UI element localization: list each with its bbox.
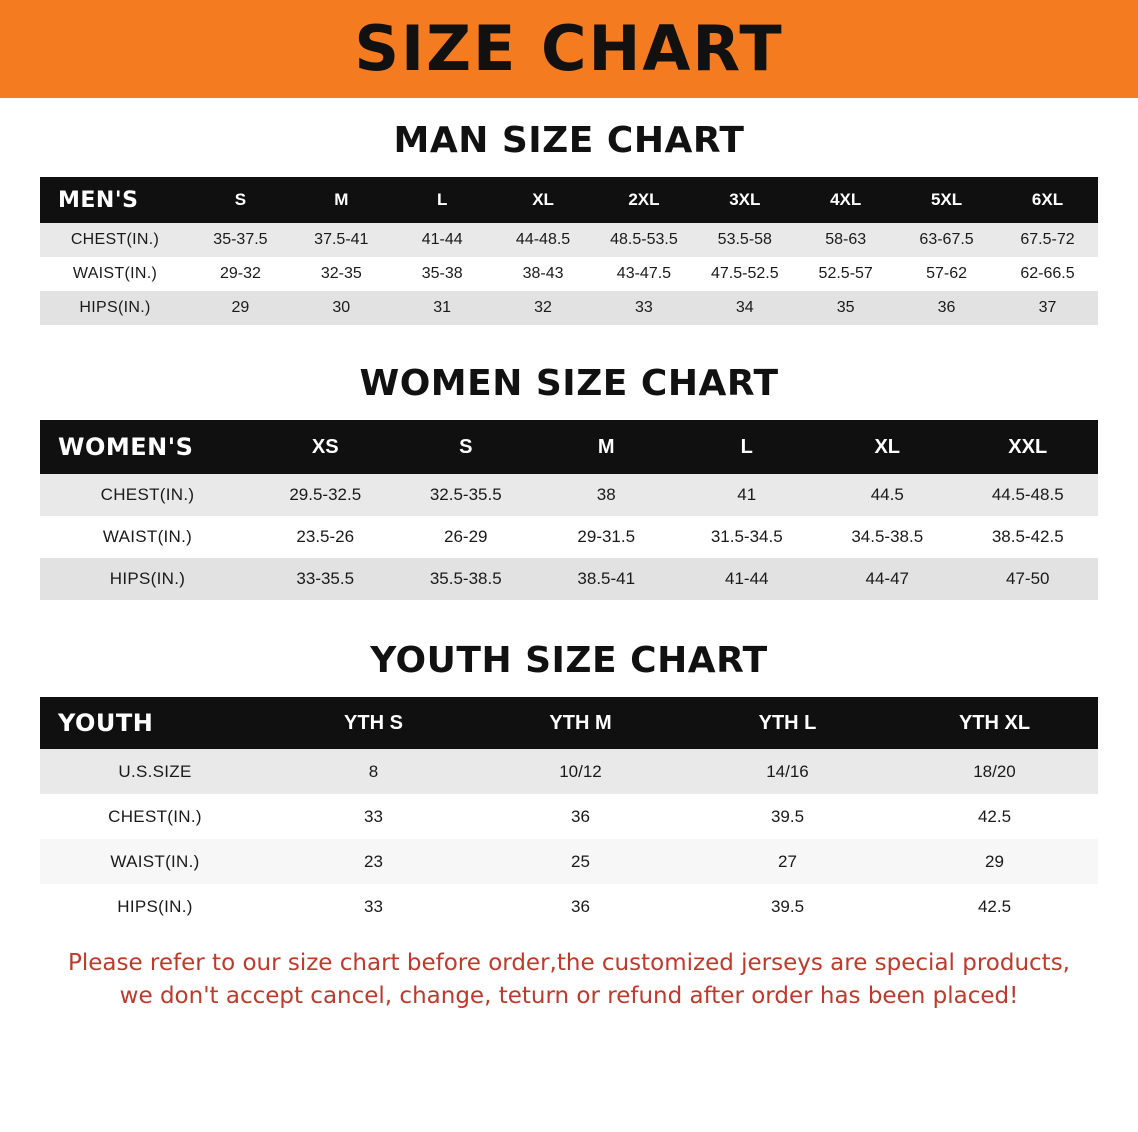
women-cell-1-0: 23.5-26	[255, 516, 396, 558]
women-col-3: L	[677, 420, 818, 474]
youth-cell-2-0: 23	[270, 839, 477, 884]
youth-col-2: YTH L	[684, 697, 891, 749]
youth-cell-3-1: 36	[477, 884, 684, 929]
men-cell-2-5: 34	[694, 291, 795, 325]
women-corner-label: WOMEN'S	[40, 420, 255, 474]
men-col-4: 2XL	[594, 177, 695, 223]
men-col-7: 5XL	[896, 177, 997, 223]
men-cell-1-2: 35-38	[392, 257, 493, 291]
youth-col-3: YTH XL	[891, 697, 1098, 749]
men-cell-0-7: 63-67.5	[896, 223, 997, 257]
men-row-1-label: WAIST(IN.)	[40, 257, 190, 291]
women-cell-0-4: 44.5	[817, 474, 958, 516]
youth-cell-0-3: 18/20	[891, 749, 1098, 794]
men-cell-1-5: 47.5-52.5	[694, 257, 795, 291]
women-col-2: M	[536, 420, 677, 474]
men-col-2: L	[392, 177, 493, 223]
women-cell-2-5: 47-50	[958, 558, 1099, 600]
women-cell-0-2: 38	[536, 474, 677, 516]
table-row	[40, 794, 1098, 839]
men-cell-1-3: 38-43	[493, 257, 594, 291]
youth-cell-0-2: 14/16	[684, 749, 891, 794]
women-col-1: S	[396, 420, 537, 474]
youth-cell-3-0: 33	[270, 884, 477, 929]
table-row	[40, 839, 1098, 884]
men-cell-0-8: 67.5-72	[997, 223, 1098, 257]
men-cell-1-4: 43-47.5	[594, 257, 695, 291]
youth-cell-1-2: 39.5	[684, 794, 891, 839]
youth-cell-1-1: 36	[477, 794, 684, 839]
youth-row-3-label: HIPS(IN.)	[40, 884, 270, 929]
footer-note-line-1: Please refer to our size chart before order,the customized jerseys are special products,	[67, 950, 1070, 976]
youth-cell-0-1: 10/12	[477, 749, 684, 794]
men-cell-0-0: 35-37.5	[190, 223, 291, 257]
women-size-table	[40, 420, 1098, 600]
women-cell-2-4: 44-47	[817, 558, 958, 600]
men-col-3: XL	[493, 177, 594, 223]
women-cell-2-0: 33-35.5	[255, 558, 396, 600]
women-col-0: XS	[255, 420, 396, 474]
youth-col-1: YTH M	[477, 697, 684, 749]
youth-cell-2-1: 25	[477, 839, 684, 884]
youth-corner-label: YOUTH	[40, 697, 270, 749]
men-corner-label: MEN'S	[40, 177, 190, 223]
women-cell-0-1: 32.5-35.5	[396, 474, 537, 516]
table-row	[40, 884, 1098, 929]
men-cell-0-3: 44-48.5	[493, 223, 594, 257]
man-size-table	[40, 177, 1098, 325]
men-cell-0-1: 37.5-41	[291, 223, 392, 257]
women-row-1-label: WAIST(IN.)	[40, 516, 255, 558]
women-cell-2-2: 38.5-41	[536, 558, 677, 600]
footer-note	[39, 947, 1099, 1014]
men-cell-1-8: 62-66.5	[997, 257, 1098, 291]
table-header-row	[40, 420, 1098, 474]
youth-cell-0-0: 8	[270, 749, 477, 794]
men-cell-1-6: 52.5-57	[795, 257, 896, 291]
men-cell-2-0: 29	[190, 291, 291, 325]
men-cell-1-7: 57-62	[896, 257, 997, 291]
women-cell-2-3: 41-44	[677, 558, 818, 600]
page-title: SIZE CHART	[354, 12, 784, 85]
youth-cell-3-3: 42.5	[891, 884, 1098, 929]
youth-cell-2-3: 29	[891, 839, 1098, 884]
table-row	[40, 558, 1098, 600]
men-col-0: S	[190, 177, 291, 223]
table-row	[40, 749, 1098, 794]
women-cell-0-0: 29.5-32.5	[255, 474, 396, 516]
men-cell-0-4: 48.5-53.5	[594, 223, 695, 257]
men-row-0-label: CHEST(IN.)	[40, 223, 190, 257]
men-cell-0-5: 53.5-58	[694, 223, 795, 257]
women-cell-1-3: 31.5-34.5	[677, 516, 818, 558]
table-row	[40, 516, 1098, 558]
men-cell-0-2: 41-44	[392, 223, 493, 257]
men-cell-2-6: 35	[795, 291, 896, 325]
table-row	[40, 223, 1098, 257]
men-cell-2-3: 32	[493, 291, 594, 325]
men-col-5: 3XL	[694, 177, 795, 223]
youth-cell-3-2: 39.5	[684, 884, 891, 929]
youth-section-heading: YOUTH SIZE CHART	[370, 640, 768, 681]
youth-size-table	[40, 697, 1098, 929]
men-col-8: 6XL	[997, 177, 1098, 223]
women-cell-0-5: 44.5-48.5	[958, 474, 1099, 516]
women-row-0-label: CHEST(IN.)	[40, 474, 255, 516]
table-header-row	[40, 697, 1098, 749]
women-row-2-label: HIPS(IN.)	[40, 558, 255, 600]
men-cell-2-8: 37	[997, 291, 1098, 325]
man-table-wrap	[40, 177, 1098, 325]
youth-cell-1-3: 42.5	[891, 794, 1098, 839]
women-cell-0-3: 41	[677, 474, 818, 516]
banner	[0, 0, 1138, 98]
youth-col-0: YTH S	[270, 697, 477, 749]
women-cell-1-5: 38.5-42.5	[958, 516, 1099, 558]
man-section-heading: MAN SIZE CHART	[393, 120, 745, 161]
men-row-2-label: HIPS(IN.)	[40, 291, 190, 325]
women-col-5: XXL	[958, 420, 1099, 474]
men-cell-2-1: 30	[291, 291, 392, 325]
table-header-row	[40, 177, 1098, 223]
men-cell-2-2: 31	[392, 291, 493, 325]
men-cell-1-1: 32-35	[291, 257, 392, 291]
women-cell-2-1: 35.5-38.5	[396, 558, 537, 600]
table-row	[40, 291, 1098, 325]
youth-row-2-label: WAIST(IN.)	[40, 839, 270, 884]
youth-cell-1-0: 33	[270, 794, 477, 839]
men-cell-2-4: 33	[594, 291, 695, 325]
table-row	[40, 257, 1098, 291]
women-cell-1-1: 26-29	[396, 516, 537, 558]
men-col-6: 4XL	[795, 177, 896, 223]
women-col-4: XL	[817, 420, 958, 474]
youth-table-wrap	[40, 697, 1098, 929]
youth-row-0-label: U.S.SIZE	[40, 749, 270, 794]
women-cell-1-4: 34.5-38.5	[817, 516, 958, 558]
youth-row-1-label: CHEST(IN.)	[40, 794, 270, 839]
table-row	[40, 474, 1098, 516]
men-cell-0-6: 58-63	[795, 223, 896, 257]
men-cell-2-7: 36	[896, 291, 997, 325]
footer-note-line-2: we don't accept cancel, change, teturn or refund after order has been placed!	[119, 983, 1019, 1010]
men-col-1: M	[291, 177, 392, 223]
youth-cell-2-2: 27	[684, 839, 891, 884]
women-section-heading: WOMEN SIZE CHART	[359, 363, 779, 404]
women-cell-1-2: 29-31.5	[536, 516, 677, 558]
women-table-wrap	[40, 420, 1098, 600]
men-cell-1-0: 29-32	[190, 257, 291, 291]
